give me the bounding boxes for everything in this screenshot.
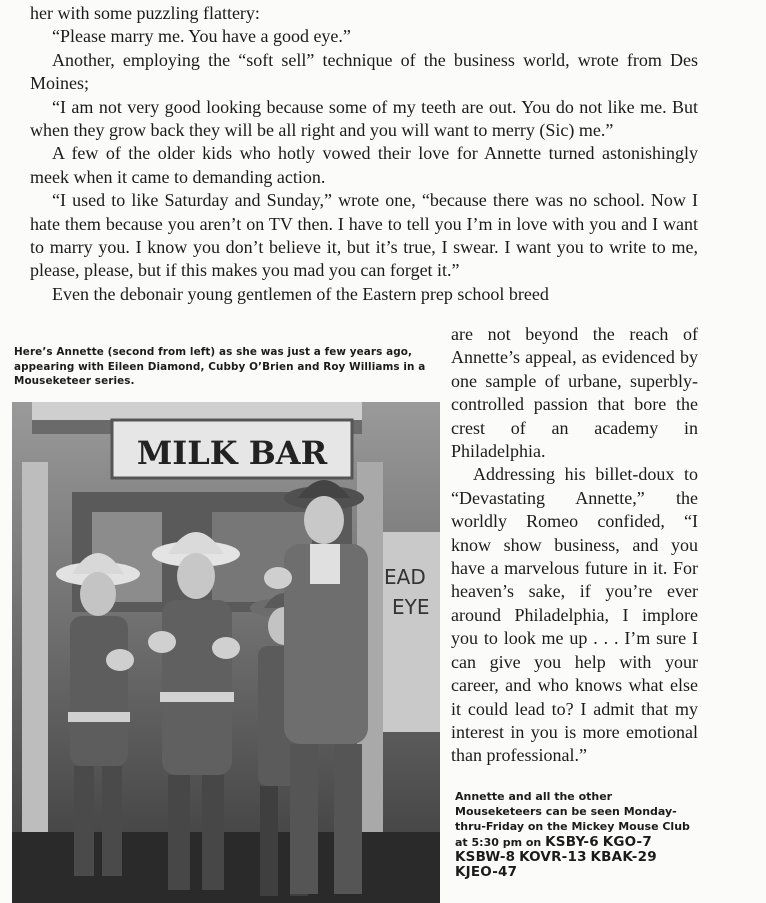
wall-text: EYE bbox=[392, 595, 430, 619]
station-call-sign: KSBW-8 bbox=[455, 848, 516, 865]
paragraph: Addressing his billet-doux to “Devastating Annette,” the worldly Romeo confided, “I know show business, and you have a marvelous future in it. For heaven’s sake, if you’re ever around Philadelphia, I implore you to look me up . . . I’m sure I can give you help with your career, and who knows what else it could lead to? I admit that my interest in you is more emotional than professional.” bbox=[451, 464, 698, 766]
paragraph: “I used to like Saturday and Sunday,” wrote one, “because there was no school. Now I hate them because you aren’t on TV then. I have to tell you I’m in love with you and I want to marry you. I know you don’t believe it, but it’s true, I swear. I want you to write to me, please, please, but if this makes you mad you can forget it.” bbox=[30, 190, 698, 281]
station-call-sign: KBAK-29 bbox=[590, 848, 657, 865]
paragraph: A few of the older kids who hotly vowed their love for Annette turned astonishingly meek when it came to demanding action. bbox=[30, 143, 698, 187]
sign-text: MILK BAR bbox=[136, 434, 328, 472]
article-top-text bbox=[30, 2, 698, 306]
paragraph: her with some puzzling flattery: bbox=[30, 3, 260, 23]
station-call-sign: KJEO-47 bbox=[455, 864, 518, 881]
wall-text: EAD bbox=[384, 565, 426, 589]
paragraph: are not beyond the reach of Annette’s appeal, as evidenced by one sample of urbane, superbly-controlled passion that bore the crest of an academy in Philadelphia. bbox=[451, 324, 698, 462]
paragraph: “I am not very good looking because some of my teeth are out. You do not like me. But when they grow back they will be all right and you will want to merry (Sic) me.” bbox=[30, 96, 698, 141]
broadcast-info-text: Annette and all the other Mouseketeers can be seen Monday-thru-Friday on the Mickey Mouse Club at 5:30 pm on bbox=[455, 790, 690, 849]
paragraph: Even the debonair young gentlemen of the Eastern prep school breed bbox=[52, 283, 549, 304]
photo-illustration bbox=[12, 402, 440, 903]
station-call-sign: KGO-7 bbox=[602, 833, 652, 850]
broadcast-info bbox=[455, 789, 695, 880]
article-right-column bbox=[451, 323, 698, 768]
paragraph: “Please marry me. You have a good eye.” bbox=[52, 26, 351, 47]
mouseketeer-photo bbox=[12, 402, 440, 903]
paragraph: Another, employing the “soft sell” technique of the business world, wrote from Des Moines; bbox=[30, 49, 698, 94]
station-call-sign: KOVR-13 bbox=[519, 848, 587, 865]
photo-caption: Here’s Annette (second from left) as she was just a few years ago, appearing with Eileen Diamond, Cubby O’Brien and Roy Williams in a Mouseketeer series. bbox=[14, 346, 426, 388]
station-call-sign: KSBY-6 bbox=[545, 833, 599, 850]
